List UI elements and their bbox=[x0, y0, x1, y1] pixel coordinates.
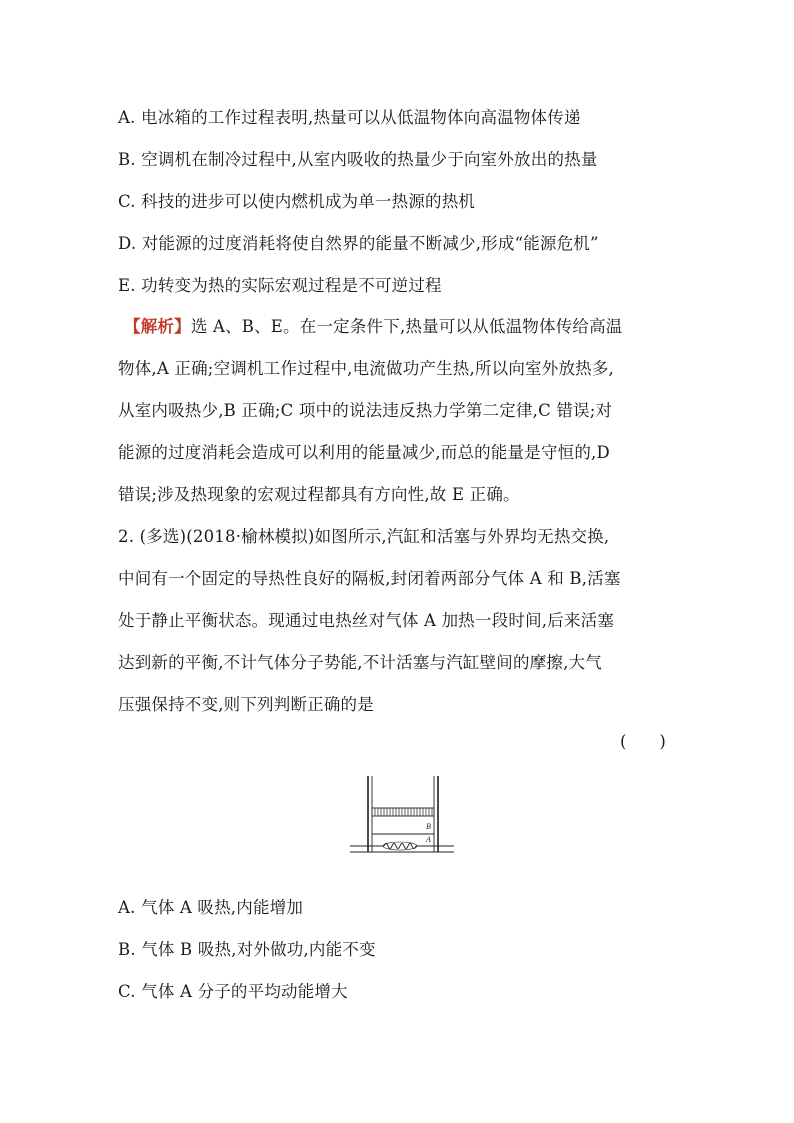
question-2-line-1: 2. (多选)(2018·榆林模拟)如图所示,汽缸和活塞与外界均无热交换, bbox=[118, 527, 610, 546]
label-b: B bbox=[426, 822, 431, 831]
option-q1-e: E. 功转变为热的实际宏观过程是不可逆过程 bbox=[118, 276, 442, 295]
option-q2-a: A. 气体 A 吸热,内能增加 bbox=[118, 898, 304, 917]
analysis-line-1 bbox=[124, 315, 623, 339]
piston bbox=[372, 808, 434, 816]
question-2-line-4: 达到新的平衡,不计气体分子势能,不计活塞与汽缸壁间的摩擦,大气 bbox=[118, 653, 602, 672]
question-2-line-5: 压强保持不变,则下列判断正确的是 bbox=[118, 695, 374, 714]
option-q2-c: C. 气体 A 分子的平均动能增大 bbox=[118, 982, 348, 1001]
option-q1-a: A. 电冰箱的工作过程表明,热量可以从低温物体向高温物体传递 bbox=[118, 108, 581, 127]
question-2-line-3: 处于静止平衡状态。现通过电热丝对气体 A 加热一段时间,后来活塞 bbox=[118, 611, 615, 630]
analysis-line-1-text: 选 A、B、E。在一定条件下,热量可以从低温物体传给高温 bbox=[190, 317, 623, 336]
answer-bracket: ( ) bbox=[620, 732, 666, 751]
option-q1-c: C. 科技的进步可以使内燃机成为单一热源的热机 bbox=[118, 192, 476, 211]
option-q2-b: B. 气体 B 吸热,对外做功,内能不变 bbox=[118, 940, 376, 959]
analysis-line-3: 从室内吸热少,B 正确;C 项中的说法违反热力学第二定律,C 错误;对 bbox=[118, 401, 613, 420]
label-a: A bbox=[426, 835, 431, 844]
analysis-line-4: 能源的过度消耗会造成可以利用的能量减少,而总的能量是守恒的,D bbox=[118, 443, 610, 462]
analysis-tag: 【解析】 bbox=[124, 317, 191, 336]
option-q1-b: B. 空调机在制冷过程中,从室内吸收的热量少于向室外放出的热量 bbox=[118, 150, 598, 169]
cylinder-figure bbox=[348, 772, 458, 867]
heater-coil bbox=[384, 844, 416, 849]
analysis-line-2: 物体,A 正确;空调机工作过程中,电流做功产生热,所以向室外放热多, bbox=[118, 359, 614, 378]
analysis-line-5: 错误;涉及热现象的宏观过程都具有方向性,故 E 正确。 bbox=[118, 485, 520, 504]
option-q1-d: D. 对能源的过度消耗将使自然界的能量不断减少,形成“能源危机” bbox=[118, 234, 599, 253]
question-2-line-2: 中间有一个固定的导热性良好的隔板,封闭着两部分气体 A 和 B,活塞 bbox=[118, 569, 621, 588]
